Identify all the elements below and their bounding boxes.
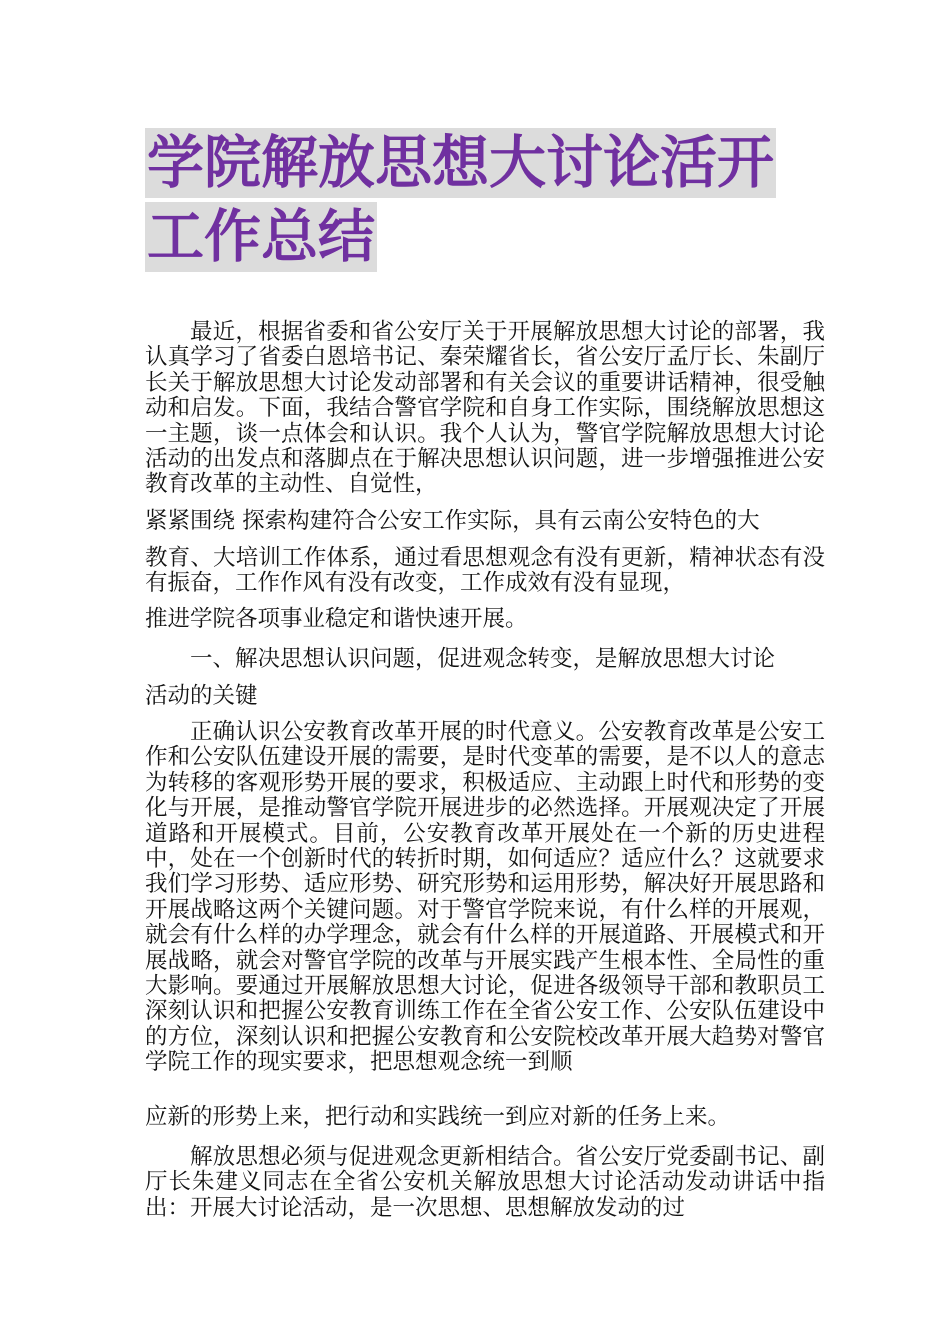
paragraph-main: 正确认识公安教育改革开展的时代意义。公安教育改革是公安工作和公安队伍建设开展的需要，是时代变革的需要，是不以人的意志为转移的客观形势开展的要求，积极适应、主动跟上时代和形势的变化与开展，是推动警官学院开展进步的必然选择。开展观决定了开展道路和开展模式。目前，公安教育改革开展处在一个新的历史进程中，处在一个创新时代的转折时期，如何适应？适应什么？这就要求我们学习形势、适应形势、研究形势和运用形势，解决好开展思路和开展战略这两个关键问题。对于警官学院来说，有什么样的开展观，就会有什么样的办学理念，就会有什么样的开展道路、开展模式和开展战略，就会对警官学院的改革与开展实践产生根本性、全局性的重大影响。要通过开展解放思想大讨论，促进各级领导干部和教职员工深刻认识和把握公安教育训练工作在全省公安工作、公安队伍建设中的方位，深刻认识和把握公安教育和公安院校改革开展大趋势对警官学院工作的现实要求，把思想观念统一到顺 bbox=[145, 719, 825, 1076]
paragraph-line: 推进学院各项事业稳定和谐快速开展。 bbox=[145, 606, 528, 632]
section-heading-block bbox=[145, 647, 825, 672]
section-heading-1-cont: 活动的关键 bbox=[145, 683, 258, 709]
title-line-1: 学院解放思想大讨论活开 bbox=[147, 130, 774, 196]
paragraph-intro: 最近，根据省委和省公安厅关于开展解放思想大讨论的部署，我认真学习了省委白恩培书记、秦荣耀省长，省公安厅孟厅长、朱副厅长关于解放思想大讨论发动部署和有关会议的重要讲话精神，很受触动和启发。下面，我结合警官学院和自身工作实际，围绕解放思想这一主题，谈一点体会和认识。我个人认为，警官学院解放思想大讨论活动的出发点和落脚点在于解决思想认识问题，进一步增强推进公安教育改革的主动性、自觉性， bbox=[145, 319, 825, 498]
document-title bbox=[145, 128, 825, 272]
title-line-2: 工作总结 bbox=[147, 204, 375, 270]
text-line-block bbox=[145, 607, 825, 632]
text-line-block bbox=[145, 509, 825, 534]
intro-paragraph-block bbox=[145, 320, 825, 498]
paragraph-line: 应新的形势上来，把行动和实践统一到应对新的任务上来。 bbox=[145, 1104, 731, 1130]
final-paragraph-block bbox=[145, 1145, 825, 1221]
main-paragraph-block bbox=[145, 720, 825, 1076]
paragraph-line: 教育、大培训工作体系，通过看思想观念有没有更新，精神状态有没有振奋，工作作风有没有改变，工作成效有没有显现， bbox=[145, 545, 825, 597]
paragraph-final: 解放思想必须与促进观念更新相结合。省公安厅党委副书记、副厅长朱建义同志在全省公安机关解放思想大讨论活动发动讲话中指出：开展大讨论活动，是一次思想、思想解放发动的过 bbox=[145, 1144, 825, 1221]
text-line-block bbox=[145, 546, 825, 597]
section-heading-1: 一、解决思想认识问题，促进观念转变，是解放思想大讨论 bbox=[190, 646, 776, 672]
section-heading-block bbox=[145, 684, 825, 709]
paragraph-line: 紧紧围绕 探索构建符合公安工作实际，具有云南公安特色的大 bbox=[145, 508, 760, 534]
text-line-block bbox=[145, 1105, 825, 1130]
